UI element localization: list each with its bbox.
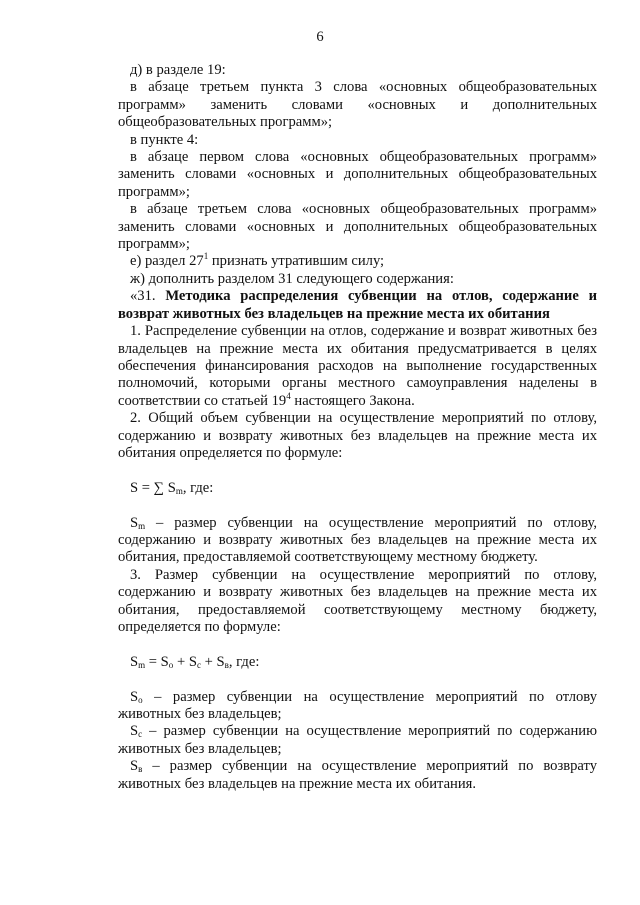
formula-total-subscript: m (175, 485, 183, 496)
formula-sm-sub-o: о (168, 659, 174, 670)
spacer (118, 636, 597, 653)
definition-sv (118, 758, 597, 793)
symbol-subscript: m (138, 520, 146, 531)
item-d-paragraph-1: в абзаце третьем пункта 3 слова «основных общеобразовательных программ» заменить словами «основных и дополнительных общеобразовательных программ»; (118, 79, 597, 131)
section-31-heading (118, 288, 597, 323)
definition-so (118, 689, 597, 724)
formula-sm-sub-c: с (196, 659, 201, 670)
item-d-paragraph-4: в абзаце третьем слова «основных общеобразовательных программ» заменить словами «основных и дополнительных общеобразовательных программ»; (118, 201, 597, 253)
item-d-paragraph-2: в пункте 4: (130, 131, 199, 148)
formula-total-lhs: S = ∑ S (130, 479, 176, 496)
spacer (118, 497, 597, 514)
item-d-paragraph-3: в абзаце первом слова «основных общеобразовательных программ» заменить словами «основных и дополнительных общеобразовательных программ»; (118, 149, 597, 200)
spacer (118, 671, 597, 688)
item-e-text-end: признать утратившим силу; (208, 253, 385, 270)
document-body (118, 62, 597, 793)
symbol-subscript: с (138, 729, 143, 740)
section-31-number: «31. (130, 288, 166, 305)
symbol-s: S (130, 758, 139, 775)
section-31-title: Методика распределения субвенции на отлов, содержание и возврат животных без владельцев на прежние места их обитания (118, 288, 598, 322)
definition-sc-text: – размер субвенции на осуществление мероприятий по содержанию животных без владельцев; (118, 723, 597, 757)
section-31-paragraph-1 (118, 323, 597, 410)
paragraph-1-superscript: 4 (286, 390, 291, 401)
spacer (118, 462, 597, 479)
item-e-superscript: 1 (203, 251, 209, 262)
item-e (118, 253, 597, 270)
formula-sm-eq: = S (145, 653, 169, 670)
item-zh: ж) дополнить разделом 31 следующего содержания: (130, 270, 454, 287)
symbol-s: S (130, 688, 139, 705)
formula-sm-plus-1: + S (173, 653, 197, 670)
definition-sm (118, 515, 597, 567)
definition-sv-text: – размер субвенции на осуществление мероприятий по возврату животных без владельцев на прежние места их обитания. (118, 758, 597, 792)
definition-sc (118, 723, 597, 758)
section-31-paragraph-2: 2. Общий объем субвенции на осуществление мероприятий по отлову, содержанию и возврату животных без владельцев на прежние места их обитания определяется по формуле: (118, 410, 597, 461)
formula-sm-sub-v: в (224, 659, 229, 670)
symbol-s: S (130, 514, 139, 531)
formula-sm-plus-2: + S (200, 653, 225, 670)
paragraph-1-text: 1. Распределение субвенции на отлов, содержание и возврат животных без владельцев на прежние места их обитания предусматривается в целях обеспечения финансирования расходов на выполнение государственных полномочий, которыми органы местного самоуправления наделены в соответствии со статьей 19 (118, 323, 597, 409)
formula-sm (118, 654, 597, 671)
item-d-heading: д) в разделе 19: (130, 62, 226, 78)
formula-sm-tail: , где: (228, 653, 260, 670)
symbol-subscript: о (138, 694, 143, 705)
section-31-paragraph-3: 3. Размер субвенции на осуществление мероприятий по отлову, содержанию и возврату животных без владельцев на прежние места их обитания, предоставляемой соответствующему местному бюджету, определяется по формуле: (118, 566, 597, 635)
formula-sm-s: S (130, 653, 139, 670)
formula-sm-sub-m: m (138, 659, 146, 670)
definition-sm-text: – размер субвенции на осуществление мероприятий по отлову, содержанию и возврату животных без владельцев на прежние места их обитания, предоставляемой соответствующему местному бюджету. (118, 514, 597, 566)
paragraph-1-text-end: настоящего Закона. (290, 392, 415, 409)
formula-total-tail: , где: (182, 479, 214, 496)
symbol-subscript: в (138, 764, 143, 775)
symbol-s: S (130, 723, 139, 740)
page-number: 6 (316, 29, 324, 45)
formula-total (118, 480, 597, 497)
item-e-text: е) раздел 27 (130, 253, 204, 270)
definition-so-text: – размер субвенции на осуществление мероприятий по отлову животных без владельцев; (118, 688, 597, 722)
